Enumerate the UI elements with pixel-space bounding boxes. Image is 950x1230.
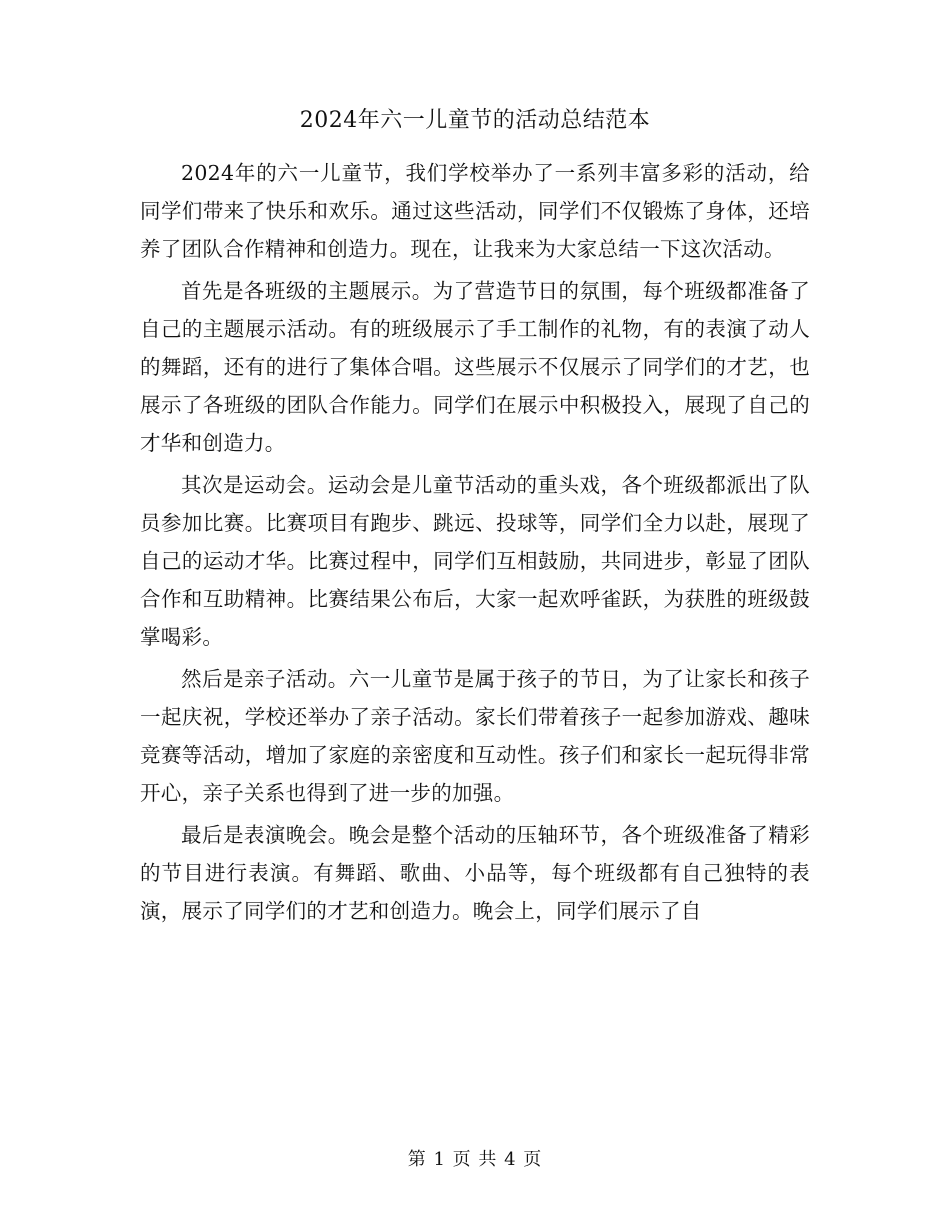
paragraph-theme-show: 首先是各班级的主题展示。为了营造节日的氛围，每个班级都准备了自己的主题展示活动。有的班级展示了手工制作的礼物，有的表演了动人的舞蹈，还有的进行了集体合唱。这些展示不仅展示了同学们的才艺，也展示了各班级的团队合作能力。同学们在展示中积极投入，展现了自己的才华和创造力。 [140,279,810,455]
paragraph-evening-show: 最后是表演晚会。晚会是整个活动的压轴环节，各个班级准备了精彩的节目进行表演。有舞蹈、歌曲、小品等，每个班级都有自己独特的表演，展示了同学们的才艺和创造力。晚会上，同学们展示了自 [140,823,810,923]
paragraph-sports-meet: 其次是运动会。运动会是儿童节活动的重头戏，各个班级都派出了队员参加比赛。比赛项目有跑步、跳远、投球等，同学们全力以赴，展现了自己的运动才华。比赛过程中，同学们互相鼓励，共同进步，彰显了团队合作和互助精神。比赛结果公布后，大家一起欢呼雀跃，为获胜的班级鼓掌喝彩。 [140,473,810,649]
page-footer [0,1146,950,1174]
document-body [140,154,810,934]
page-number-label: 第 1 页 共 4 页 [407,1149,543,1170]
paragraph-parent-child: 然后是亲子活动。六一儿童节是属于孩子的节日，为了让家长和孩子一起庆祝，学校还举办了亲子活动。家长们带着孩子一起参加游戏、趣味竞赛等活动，增加了家庭的亲密度和互动性。孩子们和家长一起玩得非常开心，亲子关系也得到了进一步的加强。 [140,667,810,805]
document-title: 2024年六一儿童节的活动总结范本 [299,108,651,133]
paragraph-intro: 2024年的六一儿童节，我们学校举办了一系列丰富多彩的活动，给同学们带来了快乐和欢乐。通过这些活动，同学们不仅锻炼了身体，还培养了团队合作精神和创造力。现在，让我来为大家总结一下这次活动。 [140,161,810,261]
